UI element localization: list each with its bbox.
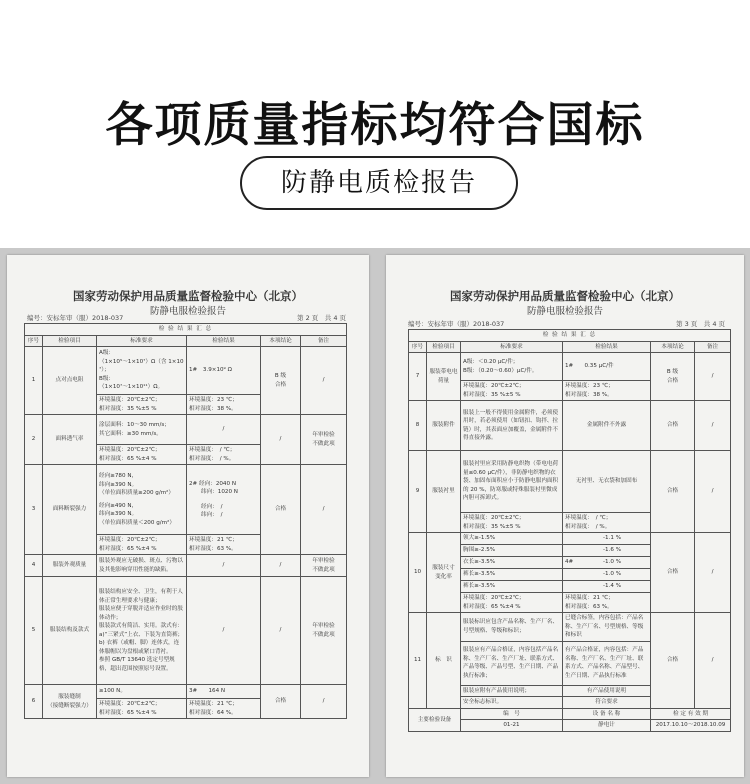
test-item: 服装结构及款式 <box>43 577 97 685</box>
table-caption: 检 验 结 果 汇 总 <box>25 324 347 336</box>
remark: 年审检验 不做此项 <box>301 415 347 465</box>
table-header-row <box>25 335 347 347</box>
header-cell: 检验项目 <box>427 341 461 353</box>
conclusion: 合格 <box>651 613 695 709</box>
table-row: 环境温度：20℃±2℃； 相对湿度：65 %±4 % 环境温度：21 ℃； 相对湿度：63 %。 <box>25 535 347 555</box>
test-item: 服装缝制 （接缝断裂强力） <box>43 685 97 719</box>
remark: 年审检验 不做此项 <box>301 555 347 577</box>
table-row: 2 面料透气率 涂层面料：10～30 mm/s； 其它面料：≥30 mm/s。 / / 年审检验 不做此项 <box>25 415 347 445</box>
remark: / <box>695 353 731 401</box>
conclusion: 合格 <box>651 533 695 613</box>
equipment-label: 主要检验设备 <box>409 708 461 732</box>
test-item: 服装尺寸 变化率 <box>427 533 461 613</box>
header-cell: 备注 <box>301 335 347 347</box>
standard-requirement: 领大≥-1.5% <box>461 533 563 545</box>
conclusion: / <box>261 415 301 465</box>
table-row: 1 点对点电阻 A级： （1×10⁵～1×10⁷）Ω（含 1×10⁷）； B级： （1×10⁷～1×10¹¹）Ω。 1# 3.9×10⁹ Ω B 级 合格 / <box>25 347 347 395</box>
subtitle-badge: 防静电质检报告 <box>240 156 518 210</box>
conclusion: / <box>261 555 301 577</box>
environment: 环境温度：23 ℃； 相对湿度：38 %。 <box>187 395 261 415</box>
header-cell: 检验结果 <box>187 335 261 347</box>
test-result: 金属附件不外露 <box>563 401 651 451</box>
standard-requirement: 服装结构应安全、卫生，有利于人体正常生理要求与健康； 服装应便于穿脱并适应作业时的肢体动作； 服装款式有简洁、实用。款式有：a)“三紧式”上衣、下装为直筒裤；b) 衣裤（或帽、脚）连体式，连体服帽以为盘根或紧口背衬。 参照 GB/T 13640 选定号型规格，超出范围按照原号设置。 <box>97 577 187 685</box>
standard-requirement: ≥100 N。 <box>97 685 187 699</box>
row-number: 10 <box>409 533 427 613</box>
table-row <box>409 353 731 381</box>
table-row: 服装应有产品合格证，内容包括产品名称、生产厂名、生产厂址、联系方式、产品等级、产品号型、生产日期、产品执行标准； 有产品合格证，内容包括：产品名称、生产厂名、生产厂址、联系方式、产品名称、产品型号、生产日期、产品执行标准 <box>409 641 731 685</box>
remark: / <box>695 533 731 613</box>
test-result: 1# 0.35 μC/件 <box>563 353 651 381</box>
header-cell: 标准要求 <box>97 335 187 347</box>
result-table-right <box>408 329 731 732</box>
table-row: 胸围≥-2.5% -1.6 % <box>409 545 731 557</box>
row-number: 8 <box>409 401 427 451</box>
equipment-row: 01-21 静电计 2017.10.10～2018.10.09 <box>409 720 731 732</box>
headline: 各项质量指标均符合国标 <box>105 98 645 153</box>
table-row: 环境温度：20℃±2℃； 相对湿度：35 %±5 % 环境温度： / ℃； 相对湿度： / %。 <box>409 513 731 533</box>
test-result: 2# 经向：2040 N 纬向：1020 N 经向： / 纬向： / <box>187 465 261 535</box>
table-row: 环境温度：20℃±2℃； 相对湿度：65 %±4 % 环境温度： / ℃； 相对湿度： / %。 <box>25 445 347 465</box>
test-item: 点对点电阻 <box>43 347 97 415</box>
conclusion: 合格 <box>651 451 695 533</box>
row-number: 11 <box>409 613 427 709</box>
header-cell: 检验结果 <box>563 341 651 353</box>
equipment-header-row: 主要检验设备 编 号 设 备 名 称 检 定 有 效 期 <box>409 708 731 720</box>
header-cell: 序号 <box>25 335 43 347</box>
row-number: 2 <box>25 415 43 465</box>
test-result: 已缝合标签，内容包括：产品名称、生产厂名、号型规格、等级和标识 <box>563 613 651 642</box>
standard-requirement: A级： （1×10⁵～1×10⁷）Ω（含 1×10⁷）； B级： （1×10⁷～1×10¹¹）Ω。 <box>97 347 187 395</box>
table-row: 环境温度：20℃±2℃； 相对湿度：65 %±4 % 环境温度：21 ℃； 相对湿度：63 %。 <box>409 593 731 613</box>
table-row: 裤长≥-3.5% -1.4 % <box>409 581 731 593</box>
report-page-left <box>7 255 369 777</box>
report-number: 编号：安标年审（服）2018-037 <box>408 320 505 328</box>
table-row <box>409 451 731 513</box>
standard-requirement: 涂层面料：10～30 mm/s； 其它面料：≥30 mm/s。 <box>97 415 187 445</box>
test-item: 面料透气率 <box>43 415 97 465</box>
conclusion: 合格 <box>261 685 301 719</box>
remark: / <box>695 401 731 451</box>
test-item: 服装附件 <box>427 401 461 451</box>
header-cell: 检验项目 <box>43 335 97 347</box>
table-row <box>409 613 731 642</box>
standard-requirement: 服装衬里应采用防静电织物（带电电荷量≤0.60 μC/件），非防静电织物的衣袋、加固布面积应小于防静电服内面积的 20 %，防寒服或特殊服装衬里微成内胆可拆卸式。 <box>461 451 563 513</box>
test-item: 标 识 <box>427 613 461 709</box>
table-caption: 检 验 结 果 汇 总 <box>409 330 731 342</box>
row-number: 3 <box>25 465 43 555</box>
report-page-right <box>386 255 744 777</box>
row-number: 5 <box>25 577 43 685</box>
page-number: 第 3 页 共 4 页 <box>676 320 726 328</box>
table-row <box>409 401 731 451</box>
conclusion: / <box>261 577 301 685</box>
header-cell: 标准要求 <box>461 341 563 353</box>
standard-requirement: 经向≥780 N， 纬向≥390 N。 （单位面积质量≥200 g/m²） 经向≥490 N， 纬向≥390 N。 （单位面积质量＜200 g/m²） <box>97 465 187 535</box>
test-item: 服装带电电荷量 <box>427 353 461 401</box>
table-row: 环境温度：20℃±2℃； 相对湿度：65 %±4 % 环境温度：21 ℃； 相对湿度：64 %。 <box>25 699 347 719</box>
table-row: 环境温度：20℃±2℃； 相对湿度：35 %±5 % 环境温度：23 ℃； 相对湿度：38 %。 <box>409 381 731 401</box>
standard-requirement: A级：＜0.20 μC/件； B级：（0.20～0.60）μC/件。 <box>461 353 563 381</box>
report-title: 防静电服检验报告 <box>149 306 226 317</box>
test-result: 1# 3.9×10⁹ Ω <box>187 347 261 395</box>
organization-name: 国家劳动保护用品质量监督检验中心（北京） <box>450 289 680 303</box>
conclusion: 合格 <box>651 401 695 451</box>
table-row: 5 服装结构及款式 服装结构应安全、卫生，有利于人体正常生理要求与健康； 服装应便于穿脱并适应作业时的肢体动作； 服装款式有简洁、实用。款式有：a)“三紧式”上衣、下装为直筒裤；b) 衣裤（或帽、脚）连体式，连体服帽以为盘根或紧口背衬。 参照 GB/T 13640 选定号型规格，超出范围按照原号设置。 / / 年审检验 不做此项 <box>25 577 347 685</box>
report-title: 防静电服检验报告 <box>526 306 603 317</box>
table-header-row <box>409 341 731 353</box>
conclusion: 合格 <box>261 465 301 555</box>
test-result: -1.1 % <box>563 533 651 545</box>
header-cell: 序号 <box>409 341 427 353</box>
environment: 环境温度：20℃±2℃； 相对湿度：35 %±5 % <box>97 395 187 415</box>
test-item: 面料断裂强力 <box>43 465 97 555</box>
row-number: 4 <box>25 555 43 577</box>
remark: / <box>695 613 731 709</box>
table-row: 4 服装外观质量 服装外观应无破损、斑点、污物以及其他影响穿用性能的缺陷。 / / 年审检验 不做此项 <box>25 555 347 577</box>
result-table-left <box>24 323 347 719</box>
header-cell: 备注 <box>695 341 731 353</box>
conclusion: B 级 合格 <box>261 347 301 415</box>
report-number: 编号：安标年审（服）2018-037 <box>27 314 124 322</box>
row-number: 1 <box>25 347 43 415</box>
remark: / <box>695 451 731 533</box>
standard-requirement: 服装上一般不得使用金属附件，必须使用时，若必须使用（如钮扣、钩拌、拉链）时，其表面应加覆盖，金属附件不得直接外露。 <box>461 401 563 451</box>
standard-requirement: 服装外观应无破损、斑点、污物以及其他影响穿用性能的缺陷。 <box>97 555 187 577</box>
test-result: 无衬里、无衣袋和加固布 <box>563 451 651 513</box>
table-row: 安全标志标识。 符合要求 <box>409 697 731 709</box>
table-row: 裤长≥-3.5% -1.0 % <box>409 569 731 581</box>
test-item: 服装衬里 <box>427 451 461 533</box>
remark: / <box>301 685 347 719</box>
conclusion: B 级 合格 <box>651 353 695 401</box>
remark: 年审检验 不做此项 <box>301 577 347 685</box>
row-number: 9 <box>409 451 427 533</box>
table-row: 衣长≥-3.5% 4# -1.0 % <box>409 557 731 569</box>
row-number: 6 <box>25 685 43 719</box>
row-number: 7 <box>409 353 427 401</box>
header-cell: 本项结论 <box>651 341 695 353</box>
table-row: 服装应附有产品使用说明； 有产品使用说明 <box>409 685 731 697</box>
page-number: 第 2 页 共 4 页 <box>297 314 347 322</box>
header-cell: 本项结论 <box>261 335 301 347</box>
table-row <box>25 685 347 699</box>
standard-requirement: 服装标识应包含产品名称、生产厂名、号型规格、等级和标识； <box>461 613 563 642</box>
test-item: 服装外观质量 <box>43 555 97 577</box>
organization-name: 国家劳动保护用品质量监督检验中心（北京） <box>73 289 303 303</box>
test-result: 3# 164 N <box>187 685 261 699</box>
table-row <box>409 533 731 545</box>
table-row: 3 面料断裂强力 经向≥780 N， 纬向≥390 N。 （单位面积质量≥200 g/m²） 经向≥490 N， 纬向≥390 N。 （单位面积质量＜200 g/m²） 2# 经向：2040 N 纬向：1020 N 经向： / 纬向： / 合格 / <box>25 465 347 535</box>
